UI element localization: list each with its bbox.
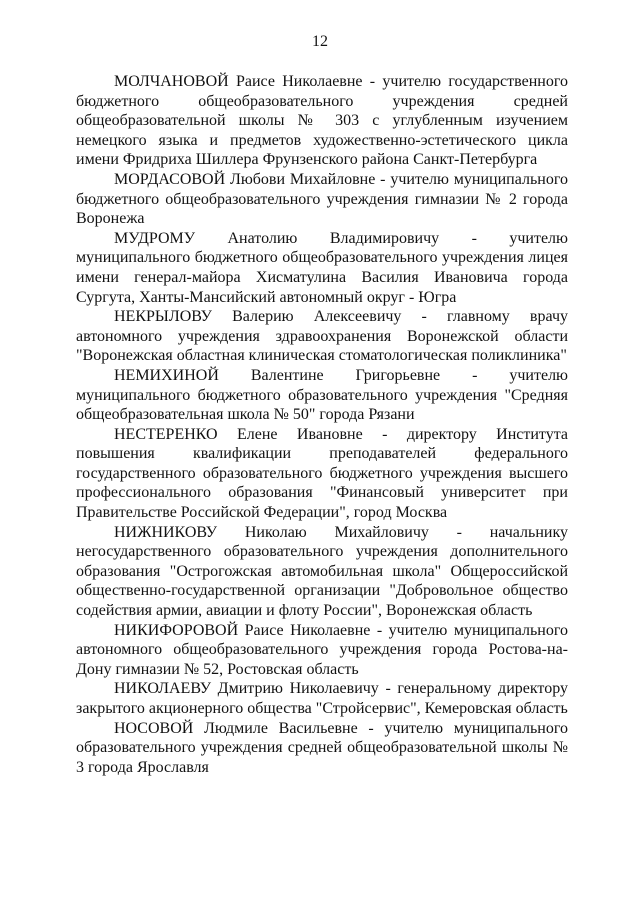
- list-item: НИКОЛАЕВУ Дмитрию Николаевичу - генеральному директору закрытого акционерного общества "Стройсервис", Кемеровская область: [76, 680, 568, 717]
- list-item: НИКИФОРОВОЙ Раисе Николаевне - учителю муниципального автономного общеобразовательного учреждения города Ростова-на-Дону гимназии № 52, Ростовская область: [76, 621, 568, 678]
- list-item: НОСОВОЙ Людмиле Васильевне - учителю муниципального образовательного учреждения средней общеобразовательной школы № 3 города Ярославля: [76, 719, 568, 776]
- list-item: НЕКРЫЛОВУ Валерию Алексеевичу - главному врачу автономного учреждения здравоохранения Воронежской области "Воронежская областная клиническая стоматологическая поликлиника": [76, 308, 568, 365]
- list-item: МОЛЧАНОВОЙ Раисе Николаевне - учителю государственного бюджетного общеобразовательного учреждения средней общеобразовательной школы № 303 с углубленным изучением немецкого языка и предметов художественно-эстетического цикла имени Фридриха Шиллера Фрунзенского района Санкт-Петербурга: [76, 73, 568, 169]
- list-item: НИЖНИКОВУ Николаю Михайловичу - начальнику негосударственного образовательного учреждения дополнительного образования "Острогожская автомобильная школа" Общероссийской общественно-государственной организации "Добровольное общество содействия армии, авиации и флоту России", Воронежская область: [76, 523, 568, 620]
- list-item: МОРДАСОВОЙ Любови Михайловне - учителю муниципального бюджетного общеобразовательного учреждения гимназии № 2 города Воронежа: [76, 170, 568, 228]
- list-item: НЕМИХИНОЙ Валентине Григорьевне - учителю муниципального бюджетного образовательного учреждения "Средняя общеобразовательная школа № 50" города Рязани: [76, 366, 568, 424]
- list-item: НЕСТЕРЕНКО Елене Ивановне - директору Института повышения квалификации преподавателей федерального государственного образовательного бюджетного учреждения высшего профессионального образования "Финансовый университет при Правительстве Российской Федерации", город Москва: [76, 425, 568, 522]
- page-number: 12: [312, 33, 328, 50]
- list-item: МУДРОМУ Анатолию Владимировичу - учителю муниципального бюджетного общеобразовательного учреждения лицея имени генерал-майора Хисматулина Василия Ивановича города Сургута, Ханты-Мансийский автономный округ - Югра: [76, 229, 568, 306]
- award-list: [76, 72, 568, 777]
